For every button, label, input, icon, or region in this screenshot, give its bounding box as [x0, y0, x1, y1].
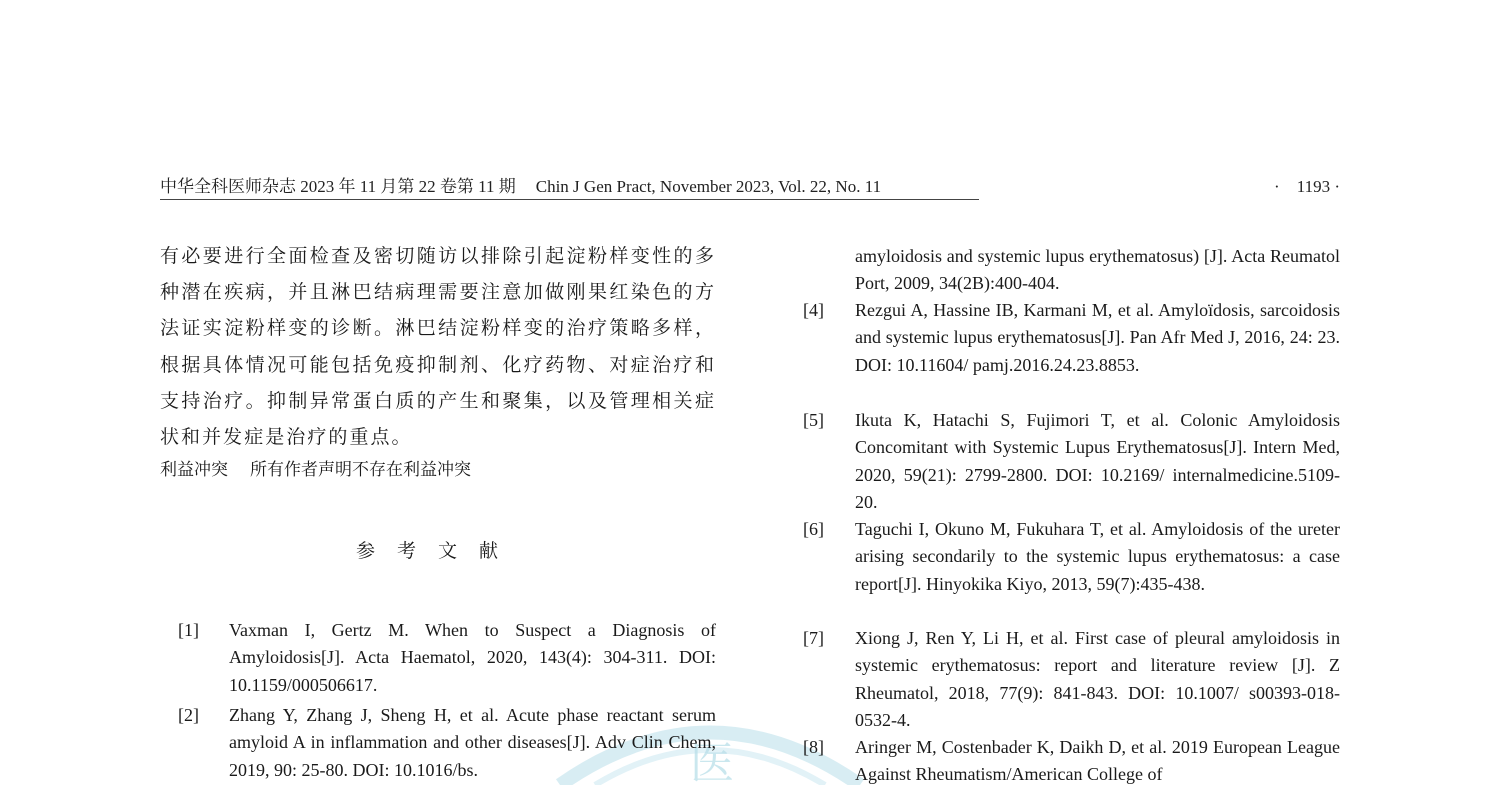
running-header [160, 176, 1340, 200]
reference-item [178, 617, 716, 699]
reference-text: amyloidosis and systemic lupus erythematosus) [J]. Acta Reumatol Port, 2009, 34(2B):400-404. [855, 246, 1340, 294]
page-number: · 1193 · [1274, 177, 1340, 196]
body-paragraph: 有必要进行全面检查及密切随访以排除引起淀粉样变性的多种潜在疾病，并且淋巴结病理需要注意加做刚果红染色的方法证实淀粉样变的诊断。淋巴结淀粉样变的治疗策略多样，根据具体情况可能包括免疫抑制剂、化疗药物、对症治疗和支持治疗。抑制异常蛋白质的产生和聚集，以及管理相关症状和并发症是治疗的重点。 [160, 245, 716, 449]
references-heading: 参考文献 [355, 540, 520, 562]
header-journal [160, 176, 979, 200]
reference-text: Xiong J, Ren Y, Li H, et al. First case of pleural amyloidosis in systemic erythematosus: report and literature review [J]. Z Rheumatol, 2018, 77(9): 841-843. DOI: 10.1007/ s00393-018-0532-4. [855, 628, 1340, 731]
reference-number: [4] [803, 300, 824, 320]
reference-number: [6] [803, 519, 824, 539]
reference-item [178, 702, 716, 785]
reference-number: [7] [803, 628, 824, 648]
reference-item [803, 734, 1340, 785]
left-column [160, 238, 716, 485]
reference-number: [8] [803, 737, 824, 757]
conflict-of-interest [160, 455, 716, 485]
conflict-label: 利益冲突 [160, 460, 228, 481]
reference-text: Zhang Y, Zhang J, Sheng H, et al. Acute phase reactant serum amyloid A in inflammation and other diseases[J]. Adv Clin Chem, 2019, 90: 25-80. DOI: 10.1016/bs. [229, 705, 716, 780]
header-journal-cn: 中华全科医师杂志 2023 年 11 月第 22 卷第 11 期 [160, 177, 516, 196]
reference-item [803, 516, 1340, 626]
reference-text: Aringer M, Costenbader K, Daikh D, et al. 2019 European League Against Rheumatism/American College of [855, 737, 1340, 785]
reference-number: [5] [803, 410, 824, 430]
watermark-char: 医 [690, 738, 734, 785]
reference-item [803, 243, 1340, 299]
conflict-text: 所有作者声明不存在利益冲突 [250, 460, 471, 481]
reference-text: Taguchi I, Okuno M, Fukuhara T, et al. Amyloidosis of the ureter arising secondarily to the systemic lupus erythematosus: a case report[J]. Hinyokika Kiyo, 2013, 59(7):435-438. [855, 519, 1340, 594]
reference-text: Vaxman I, Gertz M. When to Suspect a Diagnosis of Amyloidosis[J]. Acta Haematol, 2020, 143(4): 304-311. DOI: 10.1159/000506617. [229, 620, 716, 695]
reference-number: [1] [178, 620, 199, 640]
reference-item [803, 625, 1340, 735]
reference-item [803, 297, 1340, 407]
reference-item [803, 407, 1340, 517]
header-journal-en: Chin J Gen Pract, November 2023, Vol. 22, No. 11 [535, 177, 882, 196]
reference-text: Ikuta K, Hatachi S, Fujimori T, et al. Colonic Amyloidosis Concomitant with Systemic Lupus Erythematosus[J]. Intern Med, 2020, 59(21): 2799-2800. DOI: 10.2169/ internalmedicine.5109-20. [855, 410, 1340, 513]
reference-number: [2] [178, 705, 199, 725]
reference-text: Rezgui A, Hassine IB, Karmani M, et al. Amyloïdosis, sarcoidosis and systemic lupus erythematosus[J]. Pan Afr Med J, 2016, 24: 23. DOI: 10.11604/ pamj.2016.24.23.8853. [855, 300, 1340, 375]
